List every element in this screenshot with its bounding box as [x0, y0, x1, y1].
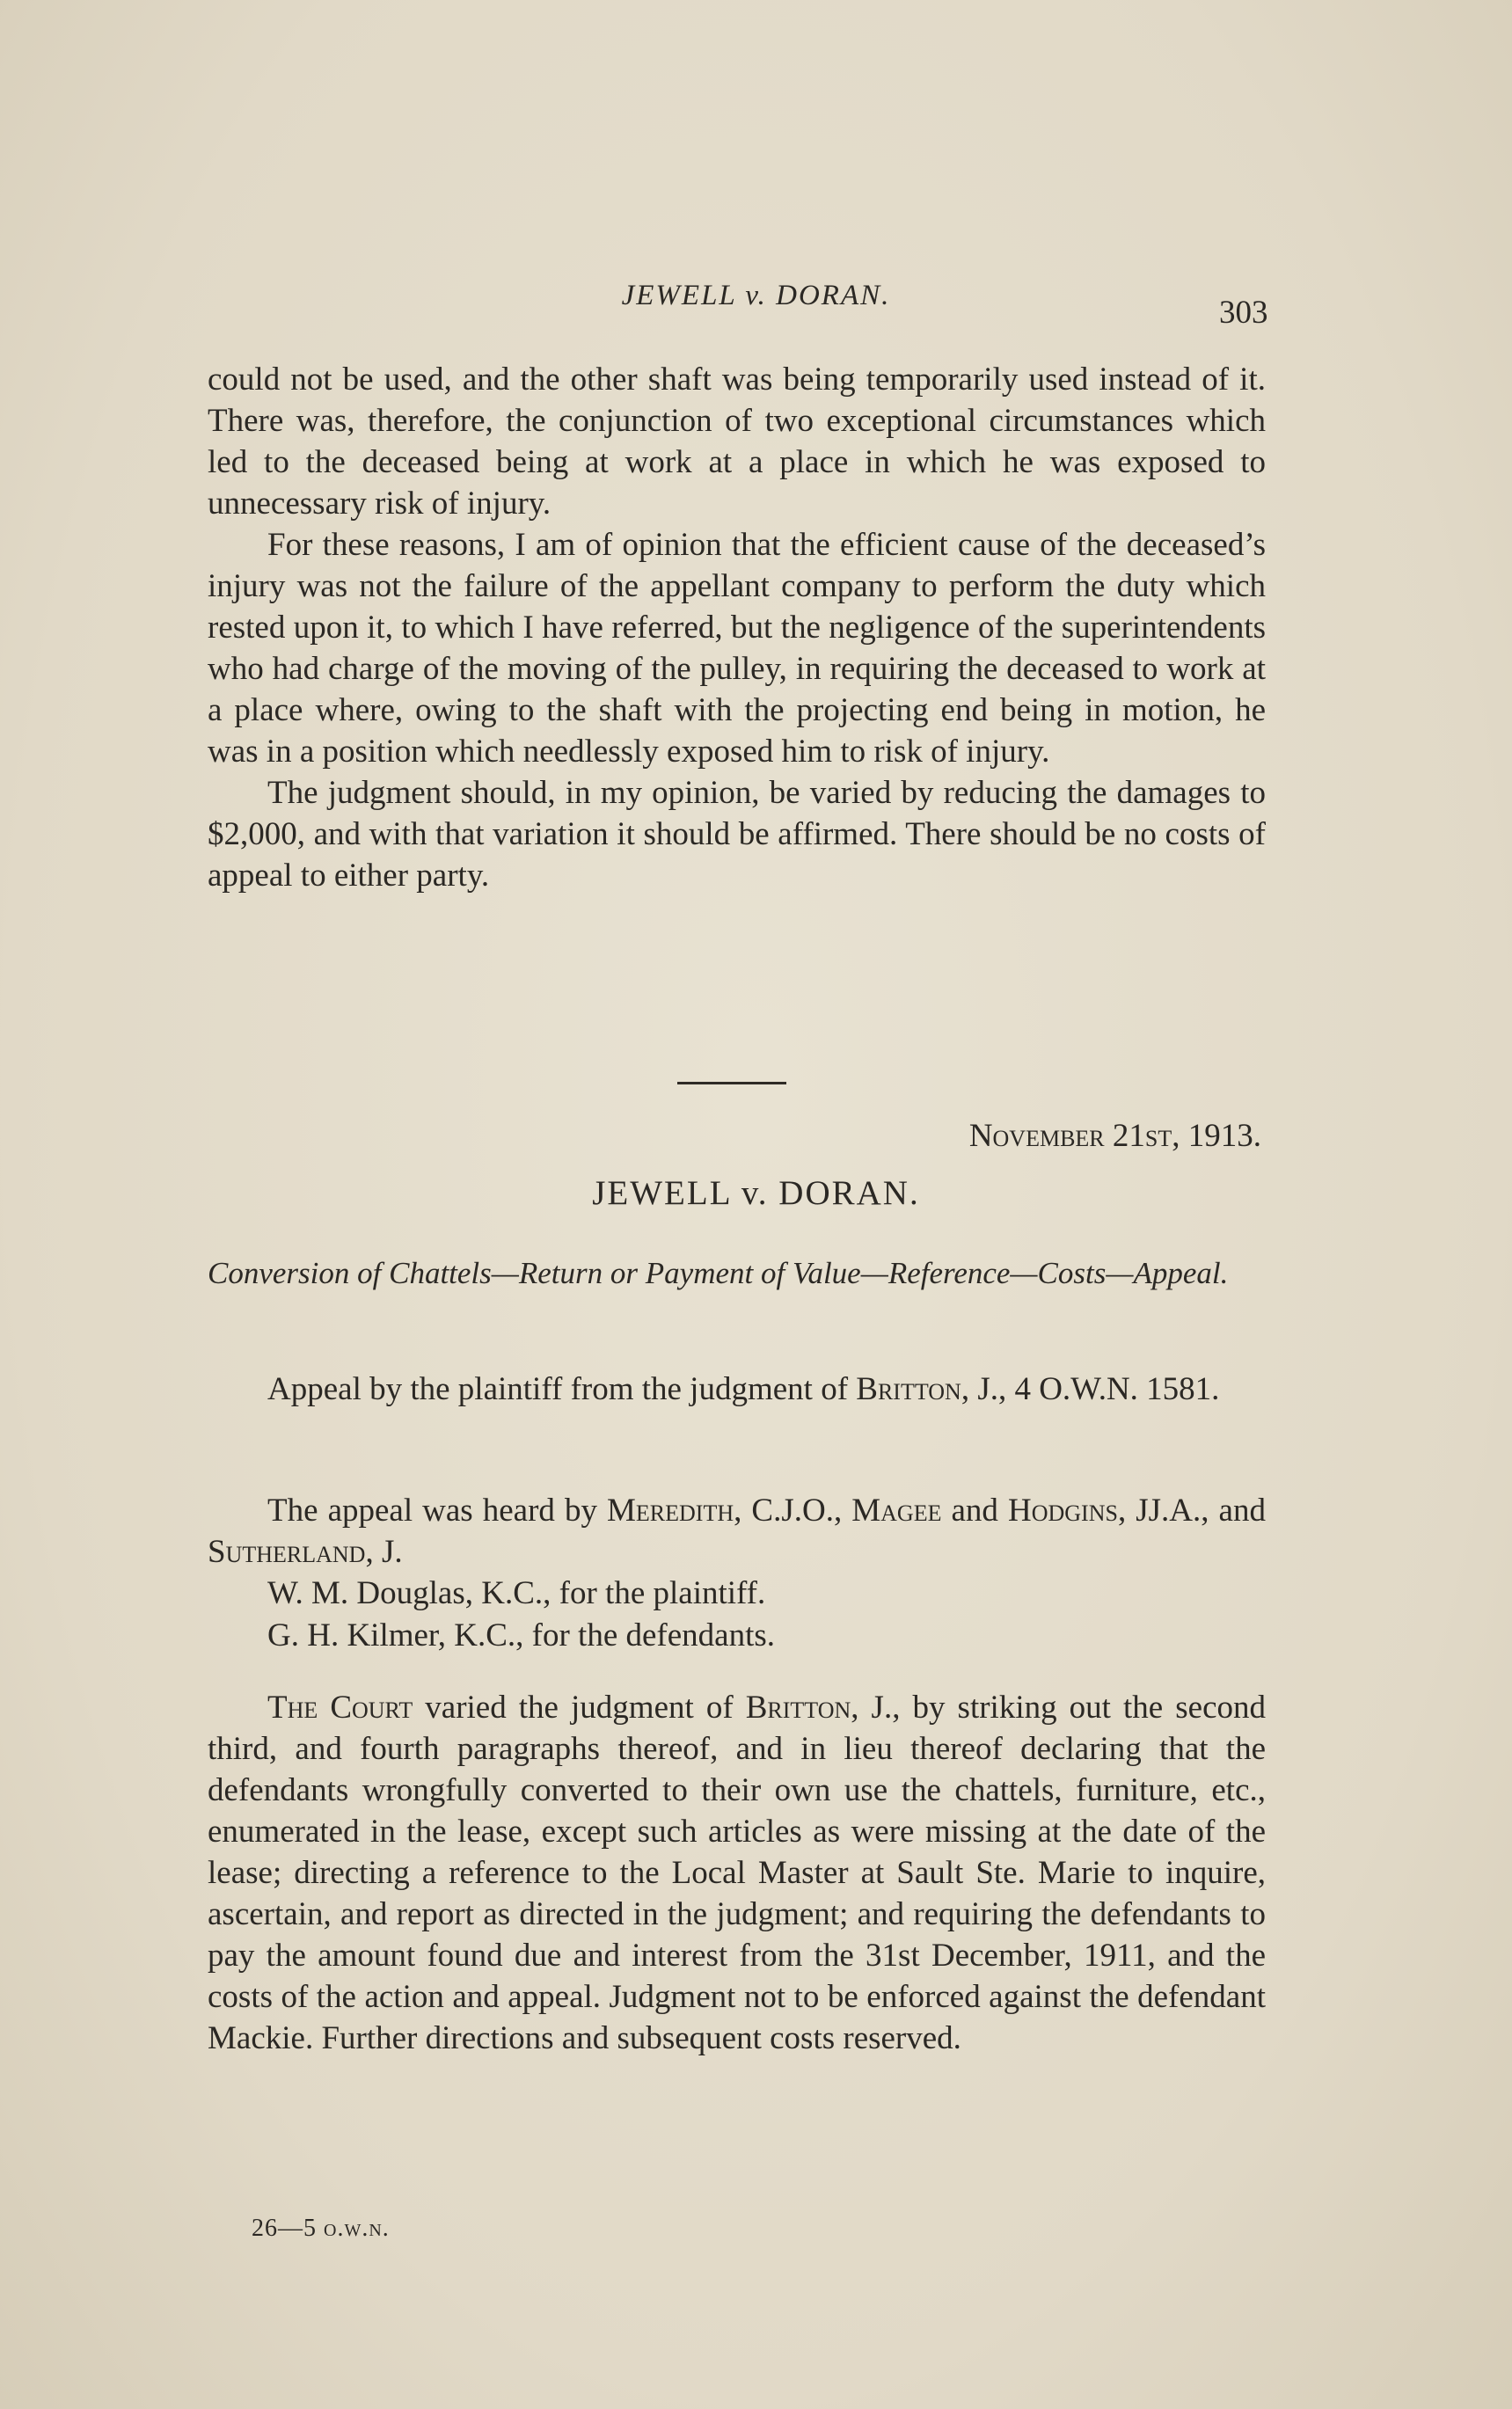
appeal-statement: Appeal by the plaintiff from the judgment of Britton, J., 4 O.W.N. 1581.: [267, 1371, 1220, 1407]
appeal-block: [208, 1369, 1266, 1410]
continued-opinion: [208, 359, 1266, 896]
headnote: Conversion of Chattels—Return or Payment of Value—Reference—Costs—Appeal.: [208, 1256, 1229, 1290]
judge-name: Magee: [851, 1493, 942, 1529]
counsel-plaintiff: W. M. Douglas, K.C., for the plaintiff.: [267, 1575, 766, 1611]
hearing-statement: The appeal was heard by Meredith, C.J.O., Magee and Hodgins, JJ.A., and Sutherland, J.: [208, 1493, 1266, 1570]
running-title: JEWELL v. DORAN.: [621, 280, 891, 311]
paragraph-continued: could not be used, and the other shaft was being temporarily used instead of it. There was, therefore, the conjunction of two exceptional circumstances which led to the deceased being at work at a place in which he was exposed to unnecessary risk of injury.: [208, 361, 1266, 522]
judgment-text: The Court varied the judgment of Britton, J., by striking out the second third, and fourth paragraphs thereof, and in lieu thereof declaring that the defendants wrongfully converted to their own use the chattels, furniture, etc., enumerated in the lease, except such articles as were missing at the date of the lease; directing a reference to the Local Master at Sault Ste. Marie to inquire, ascertain, and report as directed in the judgment; and requiring the defendants to pay the amount found due and interest from the 31st December, 1911, and the costs of the action and appeal. Judgment not to be enforced against the defendant Mackie. Further directions and subsequent costs reserved.: [208, 1690, 1267, 2056]
hearing-block: [208, 1490, 1266, 1657]
section-divider: [677, 1082, 786, 1084]
case-title: JEWELL v. DORAN.: [592, 1174, 920, 1212]
judge-name: Meredith: [607, 1493, 734, 1529]
judge-name: Britton: [856, 1371, 961, 1407]
judgment-block: [208, 1687, 1266, 2059]
paragraph-conclusion: The judgment should, in my opinion, be varied by reducing the damages to $2,000, and with that variation it should be affirmed. There should be no costs of appeal to either party.: [208, 775, 1266, 894]
judge-name: Hodgins: [1007, 1493, 1118, 1529]
counsel-defendants: G. H. Kilmer, K.C., for the defendants.: [267, 1617, 776, 1653]
headnote-block: [208, 1252, 1266, 1294]
court-label: The Court: [267, 1690, 413, 1726]
page-number: 303: [1219, 295, 1268, 331]
judge-name: Britton: [745, 1690, 851, 1726]
paragraph-reasons: For these reasons, I am of opinion that the efficient cause of the deceased’s injury was not the failure of the appellant company to perform the duty which rested upon it, to which I have referred, but the negligence of the superintendents who had charge of the moving of the pulley, in requiring the deceased to work at a place where, owing to the shaft with the projecting end being in motion, he was in a position which needlessly exposed him to risk of injury.: [208, 527, 1266, 770]
printer-signature: 26—5 o.w.n.: [252, 2215, 390, 2242]
judge-name: Sutherland: [208, 1534, 366, 1570]
decision-date: November 21st, 1913.: [968, 1118, 1261, 1154]
